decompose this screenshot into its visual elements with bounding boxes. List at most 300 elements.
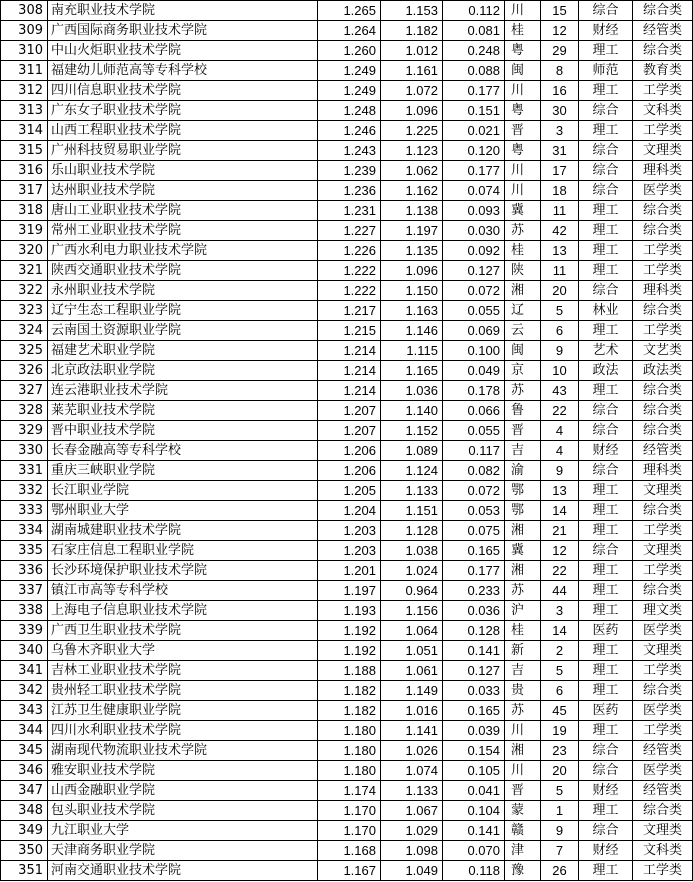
province-rank-cell: 3	[541, 121, 579, 141]
total-score-cell: 1.239	[318, 161, 381, 181]
school-name-cell: 鄂州职业大学	[48, 501, 318, 521]
rank-cell: 327	[1, 381, 48, 401]
score-b-cell: 0.127	[443, 661, 505, 681]
school-type-cell: 理工	[579, 681, 633, 701]
province-cell: 川	[505, 81, 541, 101]
province-rank-cell: 30	[541, 101, 579, 121]
rank-cell: 331	[1, 461, 48, 481]
province-rank-cell: 12	[541, 541, 579, 561]
score-a-cell: 1.152	[381, 421, 443, 441]
score-b-cell: 0.088	[443, 61, 505, 81]
province-cell: 云	[505, 321, 541, 341]
school-name-cell: 辽宁生态工程职业学院	[48, 301, 318, 321]
rank-cell: 324	[1, 321, 48, 341]
total-score-cell: 1.205	[318, 481, 381, 501]
table-row	[1, 801, 693, 821]
province-cell: 豫	[505, 861, 541, 881]
total-score-cell: 1.182	[318, 681, 381, 701]
score-a-cell: 1.149	[381, 681, 443, 701]
province-rank-cell: 15	[541, 1, 579, 21]
total-score-cell: 1.193	[318, 601, 381, 621]
total-score-cell: 1.167	[318, 861, 381, 881]
category-cell: 综合类	[633, 41, 693, 61]
score-b-cell: 0.128	[443, 621, 505, 641]
score-b-cell: 0.165	[443, 701, 505, 721]
province-cell: 苏	[505, 701, 541, 721]
school-type-cell: 综合	[579, 461, 633, 481]
school-type-cell: 政法	[579, 361, 633, 381]
score-b-cell: 0.120	[443, 141, 505, 161]
category-cell: 综合类	[633, 221, 693, 241]
rank-cell: 320	[1, 241, 48, 261]
score-a-cell: 1.096	[381, 101, 443, 121]
school-name-cell: 四川信息职业技术学院	[48, 81, 318, 101]
total-score-cell: 1.249	[318, 81, 381, 101]
rank-cell: 317	[1, 181, 48, 201]
province-rank-cell: 17	[541, 161, 579, 181]
score-b-cell: 0.141	[443, 641, 505, 661]
category-cell: 工学类	[633, 321, 693, 341]
score-a-cell: 1.162	[381, 181, 443, 201]
province-rank-cell: 5	[541, 781, 579, 801]
table-row	[1, 161, 693, 181]
score-b-cell: 0.118	[443, 861, 505, 881]
rank-cell: 328	[1, 401, 48, 421]
rank-cell: 312	[1, 81, 48, 101]
score-b-cell: 0.105	[443, 761, 505, 781]
rank-cell: 336	[1, 561, 48, 581]
school-name-cell: 晋中职业技术学院	[48, 421, 318, 441]
score-b-cell: 0.074	[443, 181, 505, 201]
school-name-cell: 广州科技贸易职业学院	[48, 141, 318, 161]
score-a-cell: 1.161	[381, 61, 443, 81]
total-score-cell: 1.260	[318, 41, 381, 61]
score-a-cell: 1.049	[381, 861, 443, 881]
score-a-cell: 0.964	[381, 581, 443, 601]
score-a-cell: 1.026	[381, 741, 443, 761]
school-name-cell: 天津商务职业学院	[48, 841, 318, 861]
total-score-cell: 1.217	[318, 301, 381, 321]
total-score-cell: 1.246	[318, 121, 381, 141]
school-name-cell: 石家庄信息工程职业学院	[48, 541, 318, 561]
category-cell: 经管类	[633, 21, 693, 41]
total-score-cell: 1.180	[318, 721, 381, 741]
school-name-cell: 吉林工业职业技术学院	[48, 661, 318, 681]
province-cell: 苏	[505, 381, 541, 401]
rank-cell: 343	[1, 701, 48, 721]
province-cell: 贵	[505, 681, 541, 701]
rank-cell: 341	[1, 661, 48, 681]
rank-cell: 345	[1, 741, 48, 761]
score-b-cell: 0.070	[443, 841, 505, 861]
total-score-cell: 1.227	[318, 221, 381, 241]
table-row	[1, 621, 693, 641]
table-row	[1, 581, 693, 601]
total-score-cell: 1.170	[318, 801, 381, 821]
score-a-cell: 1.016	[381, 701, 443, 721]
province-cell: 晋	[505, 421, 541, 441]
rank-cell: 326	[1, 361, 48, 381]
province-rank-cell: 14	[541, 621, 579, 641]
province-cell: 川	[505, 181, 541, 201]
province-cell: 桂	[505, 241, 541, 261]
school-type-cell: 理工	[579, 661, 633, 681]
province-rank-cell: 23	[541, 741, 579, 761]
school-type-cell: 理工	[579, 321, 633, 341]
score-a-cell: 1.062	[381, 161, 443, 181]
category-cell: 教育类	[633, 61, 693, 81]
table-row	[1, 521, 693, 541]
table-row	[1, 381, 693, 401]
category-cell: 文科类	[633, 101, 693, 121]
score-b-cell: 0.177	[443, 81, 505, 101]
total-score-cell: 1.265	[318, 1, 381, 21]
school-type-cell: 综合	[579, 541, 633, 561]
category-cell: 经管类	[633, 441, 693, 461]
total-score-cell: 1.226	[318, 241, 381, 261]
province-cell: 苏	[505, 581, 541, 601]
category-cell: 综合类	[633, 301, 693, 321]
province-cell: 闽	[505, 61, 541, 81]
total-score-cell: 1.206	[318, 461, 381, 481]
category-cell: 工学类	[633, 121, 693, 141]
score-a-cell: 1.133	[381, 781, 443, 801]
rank-cell: 347	[1, 781, 48, 801]
score-a-cell: 1.124	[381, 461, 443, 481]
province-rank-cell: 19	[541, 721, 579, 741]
rank-cell: 319	[1, 221, 48, 241]
total-score-cell: 1.168	[318, 841, 381, 861]
score-a-cell: 1.182	[381, 21, 443, 41]
score-b-cell: 0.081	[443, 21, 505, 41]
table-row	[1, 501, 693, 521]
score-a-cell: 1.165	[381, 361, 443, 381]
category-cell: 文理类	[633, 541, 693, 561]
score-b-cell: 0.104	[443, 801, 505, 821]
school-type-cell: 财经	[579, 21, 633, 41]
total-score-cell: 1.174	[318, 781, 381, 801]
province-rank-cell: 12	[541, 21, 579, 41]
province-cell: 新	[505, 641, 541, 661]
score-a-cell: 1.029	[381, 821, 443, 841]
province-cell: 湘	[505, 561, 541, 581]
total-score-cell: 1.192	[318, 641, 381, 661]
score-b-cell: 0.072	[443, 281, 505, 301]
province-rank-cell: 11	[541, 261, 579, 281]
total-score-cell: 1.206	[318, 441, 381, 461]
score-b-cell: 0.030	[443, 221, 505, 241]
school-type-cell: 财经	[579, 841, 633, 861]
table-row	[1, 661, 693, 681]
score-b-cell: 0.033	[443, 681, 505, 701]
province-cell: 晋	[505, 781, 541, 801]
category-cell: 工学类	[633, 721, 693, 741]
category-cell: 经管类	[633, 741, 693, 761]
table-row	[1, 721, 693, 741]
score-a-cell: 1.036	[381, 381, 443, 401]
score-b-cell: 0.055	[443, 421, 505, 441]
total-score-cell: 1.222	[318, 261, 381, 281]
rank-cell: 322	[1, 281, 48, 301]
rank-cell: 340	[1, 641, 48, 661]
table-row	[1, 821, 693, 841]
school-type-cell: 理工	[579, 481, 633, 501]
school-type-cell: 理工	[579, 381, 633, 401]
province-rank-cell: 45	[541, 701, 579, 721]
rank-cell: 310	[1, 41, 48, 61]
score-b-cell: 0.100	[443, 341, 505, 361]
school-name-cell: 福建艺术职业学院	[48, 341, 318, 361]
table-row	[1, 701, 693, 721]
table-row	[1, 121, 693, 141]
score-b-cell: 0.248	[443, 41, 505, 61]
table-row	[1, 461, 693, 481]
table-row	[1, 361, 693, 381]
score-a-cell: 1.140	[381, 401, 443, 421]
school-name-cell: 湖南城建职业技术学院	[48, 521, 318, 541]
rank-cell: 318	[1, 201, 48, 221]
school-name-cell: 达州职业技术学院	[48, 181, 318, 201]
school-name-cell: 常州工业职业技术学院	[48, 221, 318, 241]
rank-cell: 329	[1, 421, 48, 441]
school-type-cell: 理工	[579, 41, 633, 61]
province-cell: 沪	[505, 601, 541, 621]
province-cell: 赣	[505, 821, 541, 841]
province-rank-cell: 42	[541, 221, 579, 241]
province-rank-cell: 5	[541, 661, 579, 681]
score-b-cell: 0.053	[443, 501, 505, 521]
school-type-cell: 理工	[579, 121, 633, 141]
school-type-cell: 理工	[579, 521, 633, 541]
total-score-cell: 1.170	[318, 821, 381, 841]
score-b-cell: 0.082	[443, 461, 505, 481]
score-b-cell: 0.112	[443, 1, 505, 21]
school-type-cell: 医药	[579, 701, 633, 721]
category-cell: 文理类	[633, 821, 693, 841]
score-b-cell: 0.021	[443, 121, 505, 141]
province-cell: 湘	[505, 521, 541, 541]
school-type-cell: 综合	[579, 421, 633, 441]
total-score-cell: 1.180	[318, 761, 381, 781]
total-score-cell: 1.192	[318, 621, 381, 641]
rank-cell: 348	[1, 801, 48, 821]
school-name-cell: 永州职业技术学院	[48, 281, 318, 301]
score-a-cell: 1.197	[381, 221, 443, 241]
rank-cell: 313	[1, 101, 48, 121]
school-type-cell: 理工	[579, 721, 633, 741]
school-type-cell: 理工	[579, 201, 633, 221]
school-type-cell: 林业	[579, 301, 633, 321]
table-row	[1, 341, 693, 361]
school-type-cell: 综合	[579, 401, 633, 421]
score-a-cell: 1.115	[381, 341, 443, 361]
total-score-cell: 1.214	[318, 341, 381, 361]
table-row	[1, 421, 693, 441]
school-name-cell: 镇江市高等专科学校	[48, 581, 318, 601]
province-cell: 苏	[505, 221, 541, 241]
province-rank-cell: 31	[541, 141, 579, 161]
score-b-cell: 0.177	[443, 161, 505, 181]
school-name-cell: 北京政法职业学院	[48, 361, 318, 381]
table-row	[1, 741, 693, 761]
province-cell: 冀	[505, 541, 541, 561]
province-rank-cell: 16	[541, 81, 579, 101]
province-rank-cell: 4	[541, 421, 579, 441]
table-row	[1, 781, 693, 801]
province-rank-cell: 5	[541, 301, 579, 321]
rank-cell: 338	[1, 601, 48, 621]
school-type-cell: 综合	[579, 281, 633, 301]
rank-cell: 334	[1, 521, 48, 541]
province-cell: 津	[505, 841, 541, 861]
province-rank-cell: 22	[541, 401, 579, 421]
table-row	[1, 61, 693, 81]
score-a-cell: 1.089	[381, 441, 443, 461]
table-row	[1, 1, 693, 21]
score-a-cell: 1.151	[381, 501, 443, 521]
score-b-cell: 0.093	[443, 201, 505, 221]
total-score-cell: 1.222	[318, 281, 381, 301]
province-rank-cell: 3	[541, 601, 579, 621]
school-name-cell: 重庆三峡职业学院	[48, 461, 318, 481]
rank-cell: 311	[1, 61, 48, 81]
school-name-cell: 广西国际商务职业技术学院	[48, 21, 318, 41]
school-name-cell: 乌鲁木齐职业大学	[48, 641, 318, 661]
school-type-cell: 理工	[579, 261, 633, 281]
school-name-cell: 包头职业技术学院	[48, 801, 318, 821]
province-cell: 鄂	[505, 481, 541, 501]
school-type-cell: 理工	[579, 561, 633, 581]
table-row	[1, 641, 693, 661]
score-b-cell: 0.066	[443, 401, 505, 421]
province-rank-cell: 6	[541, 321, 579, 341]
province-cell: 粤	[505, 141, 541, 161]
table-row	[1, 81, 693, 101]
table-row	[1, 681, 693, 701]
school-type-cell: 财经	[579, 781, 633, 801]
rank-cell: 350	[1, 841, 48, 861]
category-cell: 文理类	[633, 481, 693, 501]
category-cell: 文理类	[633, 141, 693, 161]
province-rank-cell: 20	[541, 281, 579, 301]
total-score-cell: 1.182	[318, 701, 381, 721]
category-cell: 理科类	[633, 281, 693, 301]
school-name-cell: 山西工程职业技术学院	[48, 121, 318, 141]
category-cell: 理文类	[633, 601, 693, 621]
category-cell: 工学类	[633, 81, 693, 101]
school-name-cell: 四川水利职业技术学院	[48, 721, 318, 741]
total-score-cell: 1.197	[318, 581, 381, 601]
table-row	[1, 861, 693, 881]
province-cell: 晋	[505, 121, 541, 141]
province-cell: 鄂	[505, 501, 541, 521]
table-row	[1, 21, 693, 41]
score-a-cell: 1.225	[381, 121, 443, 141]
score-a-cell: 1.024	[381, 561, 443, 581]
score-a-cell: 1.012	[381, 41, 443, 61]
total-score-cell: 1.207	[318, 401, 381, 421]
score-a-cell: 1.067	[381, 801, 443, 821]
total-score-cell: 1.231	[318, 201, 381, 221]
school-name-cell: 湖南现代物流职业技术学院	[48, 741, 318, 761]
table-row	[1, 261, 693, 281]
school-name-cell: 莱芜职业技术学院	[48, 401, 318, 421]
school-type-cell: 理工	[579, 581, 633, 601]
table-row	[1, 301, 693, 321]
province-rank-cell: 20	[541, 761, 579, 781]
category-cell: 文科类	[633, 841, 693, 861]
school-name-cell: 广西卫生职业技术学院	[48, 621, 318, 641]
table-row	[1, 841, 693, 861]
school-type-cell: 综合	[579, 181, 633, 201]
category-cell: 综合类	[633, 401, 693, 421]
school-name-cell: 唐山工业职业技术学院	[48, 201, 318, 221]
rank-cell: 351	[1, 861, 48, 881]
school-type-cell: 财经	[579, 441, 633, 461]
province-rank-cell: 13	[541, 241, 579, 261]
table-row	[1, 441, 693, 461]
rank-cell: 342	[1, 681, 48, 701]
total-score-cell: 1.236	[318, 181, 381, 201]
total-score-cell: 1.215	[318, 321, 381, 341]
school-type-cell: 理工	[579, 221, 633, 241]
province-cell: 京	[505, 361, 541, 381]
school-name-cell: 河南交通职业技术学院	[48, 861, 318, 881]
score-a-cell: 1.141	[381, 721, 443, 741]
score-b-cell: 0.092	[443, 241, 505, 261]
province-rank-cell: 9	[541, 821, 579, 841]
score-a-cell: 1.153	[381, 1, 443, 21]
score-b-cell: 0.075	[443, 521, 505, 541]
category-cell: 综合类	[633, 421, 693, 441]
category-cell: 医学类	[633, 621, 693, 641]
score-a-cell: 1.074	[381, 761, 443, 781]
table-row	[1, 41, 693, 61]
rank-cell: 335	[1, 541, 48, 561]
province-cell: 川	[505, 1, 541, 21]
province-cell: 渝	[505, 461, 541, 481]
rank-cell: 323	[1, 301, 48, 321]
rank-cell: 339	[1, 621, 48, 641]
category-cell: 综合类	[633, 501, 693, 521]
table-row	[1, 201, 693, 221]
province-cell: 辽	[505, 301, 541, 321]
school-type-cell: 师范	[579, 61, 633, 81]
school-name-cell: 长沙环境保护职业技术学院	[48, 561, 318, 581]
score-a-cell: 1.138	[381, 201, 443, 221]
rank-cell: 316	[1, 161, 48, 181]
province-cell: 鲁	[505, 401, 541, 421]
school-name-cell: 陕西交通职业技术学院	[48, 261, 318, 281]
province-rank-cell: 8	[541, 61, 579, 81]
total-score-cell: 1.214	[318, 361, 381, 381]
school-name-cell: 江苏卫生健康职业学院	[48, 701, 318, 721]
category-cell: 工学类	[633, 561, 693, 581]
province-cell: 闽	[505, 341, 541, 361]
school-name-cell: 雅安职业技术学院	[48, 761, 318, 781]
score-a-cell: 1.128	[381, 521, 443, 541]
province-rank-cell: 1	[541, 801, 579, 821]
category-cell: 工学类	[633, 241, 693, 261]
school-name-cell: 南充职业技术学院	[48, 1, 318, 21]
score-a-cell: 1.146	[381, 321, 443, 341]
school-name-cell: 长江职业学院	[48, 481, 318, 501]
school-name-cell: 连云港职业技术学院	[48, 381, 318, 401]
category-cell: 综合类	[633, 681, 693, 701]
province-cell: 湘	[505, 741, 541, 761]
province-rank-cell: 9	[541, 461, 579, 481]
category-cell: 医学类	[633, 181, 693, 201]
